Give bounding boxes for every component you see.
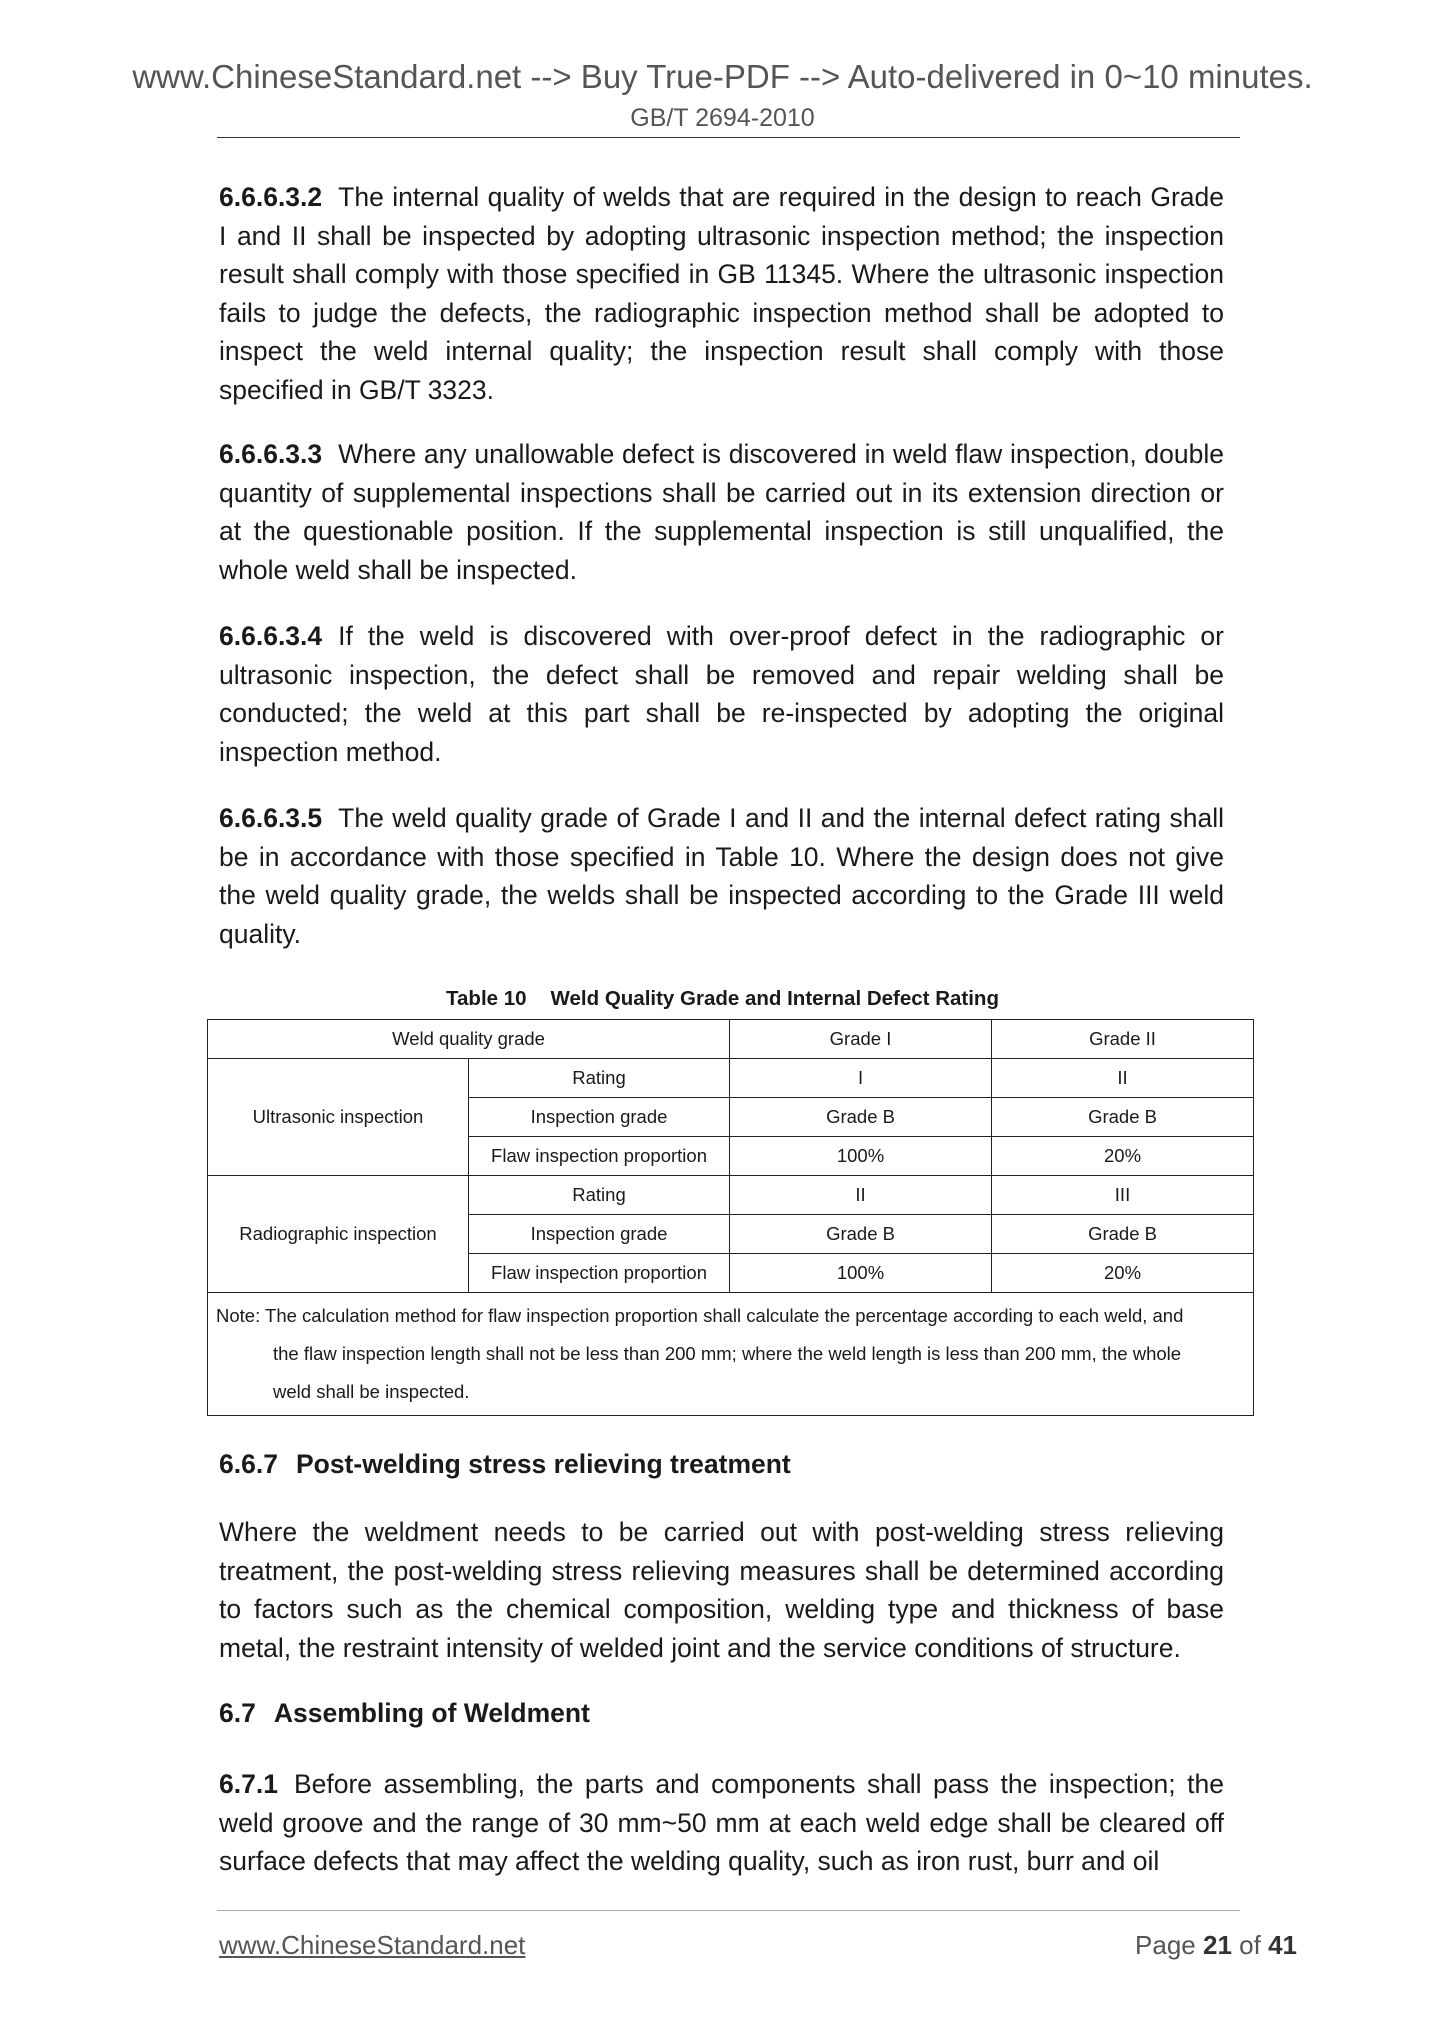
page-total: 41	[1268, 1930, 1297, 1960]
clause-number: 6.6.6.3.3	[219, 439, 323, 469]
section-number: 6.6.7	[219, 1449, 278, 1479]
section-heading-6-7	[219, 1698, 590, 1729]
clause-text: If the weld is discovered with over-proof defect in the radiographic or ultrasonic inspection, the defect shall be removed and repair welding shall be conducted; the weld at this part shall be re-inspected by adopting the original inspection method.	[219, 621, 1224, 767]
clause-number: 6.6.6.3.2	[219, 182, 323, 212]
page-indicator	[1135, 1930, 1297, 1961]
header-banner: www.ChineseStandard.net --> Buy True-PDF --> Auto-delivered in 0~10 minutes.	[132, 58, 1313, 95]
row-label-cell: Inspection grade	[469, 1098, 730, 1137]
clause-text: Where any unallowable defect is discovered in weld flaw inspection, double quantity of supplemental inspections shall be carried out in its extension direction or at the questionable position. If the supplemental inspection is still unqualified, the whole weld shall be inspected.	[219, 439, 1224, 585]
clause-number: 6.7.1	[219, 1769, 278, 1799]
footer-site-link[interactable]: www.ChineseStandard.net	[219, 1930, 526, 1960]
row-label-cell: Rating	[469, 1059, 730, 1098]
header-cell: Weld quality grade	[208, 1020, 730, 1059]
table-note-row	[208, 1293, 1254, 1416]
row-label-cell: Flaw inspection proportion	[469, 1137, 730, 1176]
page-of: of	[1239, 1930, 1261, 1960]
value-cell: Grade B	[992, 1098, 1254, 1137]
row-label-cell: Flaw inspection proportion	[469, 1254, 730, 1293]
section-title: Post-welding stress relieving treatment	[295, 1449, 791, 1479]
page-word: Page	[1135, 1930, 1196, 1960]
table-number: Table 10	[446, 987, 527, 1010]
note-line: weld shall be inspected.	[273, 1381, 470, 1402]
group-cell: Ultrasonic inspection	[208, 1059, 469, 1176]
paragraph-6-7-1	[219, 1765, 1224, 1881]
section-text: Where the weldment needs to be carried out with post-welding stress relieving treatment, the post-welding stress relieving measures shall be determined according to factors such as the chemical composition, welding type and thickness of base metal, the restraint intensity of welded joint and the service conditions of structure.	[219, 1517, 1224, 1663]
paragraph-6-6-6-3-4	[219, 617, 1224, 771]
value-cell: I	[730, 1059, 992, 1098]
value-cell: Grade B	[730, 1098, 992, 1137]
weld-quality-table	[207, 1019, 1254, 1416]
clause-number: 6.6.6.3.5	[219, 803, 323, 833]
group-cell: Radiographic inspection	[208, 1176, 469, 1293]
header-cell: Grade II	[992, 1020, 1254, 1059]
row-label-cell: Inspection grade	[469, 1215, 730, 1254]
table-row	[208, 1176, 1254, 1215]
clause-text: Before assembling, the parts and components shall pass the inspection; the weld groove and the range of 30 mm~50 mm at each weld edge shall be cleared off surface defects that may affect the welding quality, such as iron rust, burr and oil	[219, 1769, 1224, 1876]
note-line: the flaw inspection length shall not be less than 200 mm; where the weld length is less than 200 mm, the whole	[273, 1343, 1182, 1364]
clause-number: 6.6.6.3.4	[219, 621, 323, 651]
paragraph-6-6-6-3-2	[219, 178, 1224, 409]
value-cell: 20%	[992, 1254, 1254, 1293]
value-cell: Grade B	[992, 1215, 1254, 1254]
header-cell: Grade I	[730, 1020, 992, 1059]
section-title: Assembling of Weldment	[273, 1698, 590, 1728]
paragraph-6-6-7	[219, 1513, 1224, 1667]
table-caption	[0, 987, 1445, 1011]
value-cell: 20%	[992, 1137, 1254, 1176]
paragraph-6-6-6-3-3	[219, 435, 1224, 589]
value-cell: 100%	[730, 1254, 992, 1293]
section-heading-6-6-7	[219, 1449, 791, 1480]
table-title: Weld Quality Grade and Internal Defect Rating	[550, 987, 999, 1010]
row-label-cell: Rating	[469, 1176, 730, 1215]
header-divider	[217, 137, 1240, 138]
page-current: 21	[1203, 1930, 1232, 1960]
footer-divider	[217, 1910, 1240, 1911]
table-header-row	[208, 1020, 1254, 1059]
value-cell: III	[992, 1176, 1254, 1215]
value-cell: Grade B	[730, 1215, 992, 1254]
value-cell: 100%	[730, 1137, 992, 1176]
standard-number: GB/T 2694-2010	[630, 104, 815, 132]
clause-text: The internal quality of welds that are required in the design to reach Grade I and II shall be inspected by adopting ultrasonic inspection method; the inspection result shall comply with those specified in GB 11345. Where the ultrasonic inspection fails to judge the defects, the radiographic inspection method shall be adopted to inspect the weld internal quality; the inspection result shall comply with those specified in GB/T 3323.	[219, 182, 1224, 405]
table-row	[208, 1059, 1254, 1098]
value-cell: II	[992, 1059, 1254, 1098]
paragraph-6-6-6-3-5	[219, 799, 1224, 953]
note-line: Note: The calculation method for flaw inspection proportion shall calculate the percentage according to each weld, and	[216, 1305, 1184, 1326]
section-number: 6.7	[219, 1698, 256, 1728]
table-note	[208, 1293, 1254, 1416]
value-cell: II	[730, 1176, 992, 1215]
clause-text: The weld quality grade of Grade I and II and the internal defect rating shall be in accordance with those specified in Table 10. Where the design does not give the weld quality grade, the welds shall be inspected according to the Grade III weld quality.	[219, 803, 1224, 949]
